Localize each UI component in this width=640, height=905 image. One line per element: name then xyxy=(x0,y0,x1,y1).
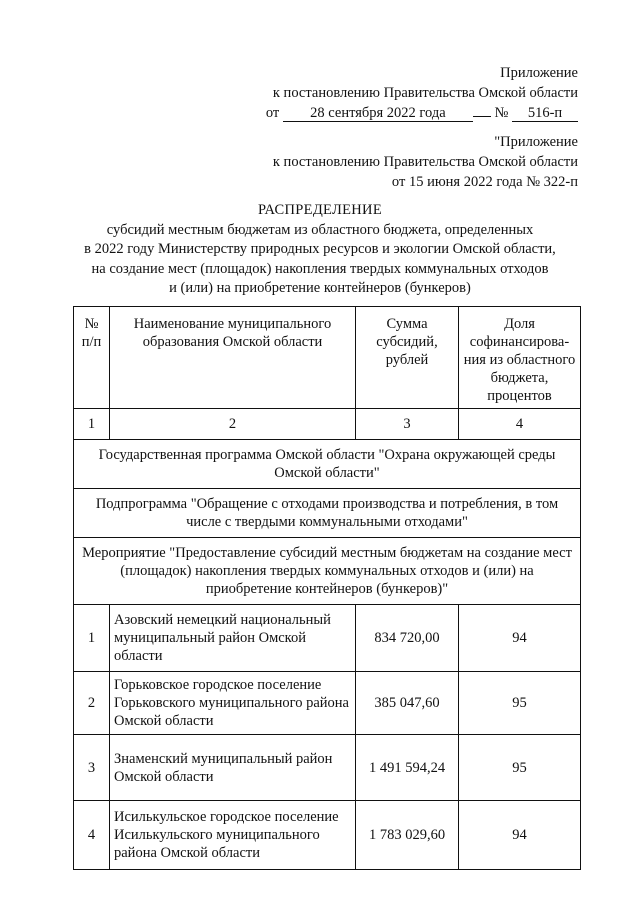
program-row xyxy=(74,440,581,489)
table-header-row xyxy=(74,307,581,409)
row-name: Азовский немецкий национальный муниципальный район Омской области xyxy=(110,605,356,672)
annex-previous xyxy=(273,132,578,192)
table-row xyxy=(74,735,581,801)
measure-title: Мероприятие "Предоставление субсидий местным бюджетам на создание мест (площадок) накопления твердых коммунальных отходов и (или) на приобретение контейнеров (бункеров)" xyxy=(74,538,581,605)
row-name: Знаменский муниципальный район Омской области xyxy=(110,735,356,801)
annex-current xyxy=(266,63,578,123)
column-numbers-row xyxy=(74,409,581,440)
table-row xyxy=(74,672,581,735)
header-share: Доля софинансирова-ния из областного бюджета, процентов xyxy=(459,307,581,409)
row-sum: 834 720,00 xyxy=(356,605,459,672)
row-num: 3 xyxy=(74,735,110,801)
annex-prev-title: "Приложение xyxy=(494,134,578,150)
measure-row xyxy=(74,538,581,605)
title-heading: РАСПРЕДЕЛЕНИЕ xyxy=(258,202,382,218)
underline-filler xyxy=(473,116,491,117)
table-row xyxy=(74,801,581,870)
header-num: № п/п xyxy=(74,307,110,409)
annex-prev-subtitle: к постановлению Правительства Омской области xyxy=(272,154,578,170)
title-line: на создание мест (площадок) накопления твердых коммунальных отходов xyxy=(91,260,549,277)
title-line: субсидий местным бюджетам из областного бюджета, определенных xyxy=(106,221,534,238)
title-line: и (или) на приобретение контейнеров (бункеров) xyxy=(169,280,471,296)
row-sum: 1 783 029,60 xyxy=(356,801,459,870)
annex-date: 28 сентября 2022 года xyxy=(283,105,473,122)
program-title: Государственная программа Омской области "Охрана окружающей среды Омской области" xyxy=(74,440,581,489)
table-row xyxy=(74,605,581,672)
from-label: от xyxy=(265,105,280,121)
header-sum: Сумма субсидий, рублей xyxy=(356,307,459,409)
title-line: в 2022 году Министерству природных ресурсов и экологии Омской области, xyxy=(84,241,556,257)
row-num: 1 xyxy=(74,605,110,672)
subprogram-row xyxy=(74,489,581,538)
row-num: 2 xyxy=(74,672,110,735)
row-sum: 1 491 594,24 xyxy=(356,735,459,801)
row-sum: 385 047,60 xyxy=(356,672,459,735)
number-label: № xyxy=(494,105,509,121)
row-name: Горьковское городское поселение Горьковского муниципального района Омской области xyxy=(110,672,356,735)
header-name: Наименование муниципального образования Омской области xyxy=(110,307,356,409)
subsidy-table xyxy=(73,306,581,870)
col-number: 4 xyxy=(459,409,581,440)
row-name: Исилькульское городское поселение Исилькульского муниципального района Омской области xyxy=(110,801,356,870)
row-share: 95 xyxy=(459,735,581,801)
row-share: 94 xyxy=(459,605,581,672)
col-number: 3 xyxy=(356,409,459,440)
col-number: 1 xyxy=(74,409,110,440)
col-number: 2 xyxy=(110,409,356,440)
annex-prev-date: от 15 июня 2022 года № 322-п xyxy=(391,174,578,190)
annex-subtitle: к постановлению Правительства Омской области xyxy=(272,85,578,101)
row-num: 4 xyxy=(74,801,110,870)
row-share: 94 xyxy=(459,801,581,870)
annex-date-line xyxy=(266,103,578,123)
subprogram-title: Подпрограмма "Обращение с отходами производства и потребления, в том числе с твердыми коммунальными отходами" xyxy=(74,489,581,538)
annex-number: 516-п xyxy=(512,105,578,122)
row-share: 95 xyxy=(459,672,581,735)
document-title xyxy=(60,201,580,299)
annex-title: Приложение xyxy=(500,65,578,81)
